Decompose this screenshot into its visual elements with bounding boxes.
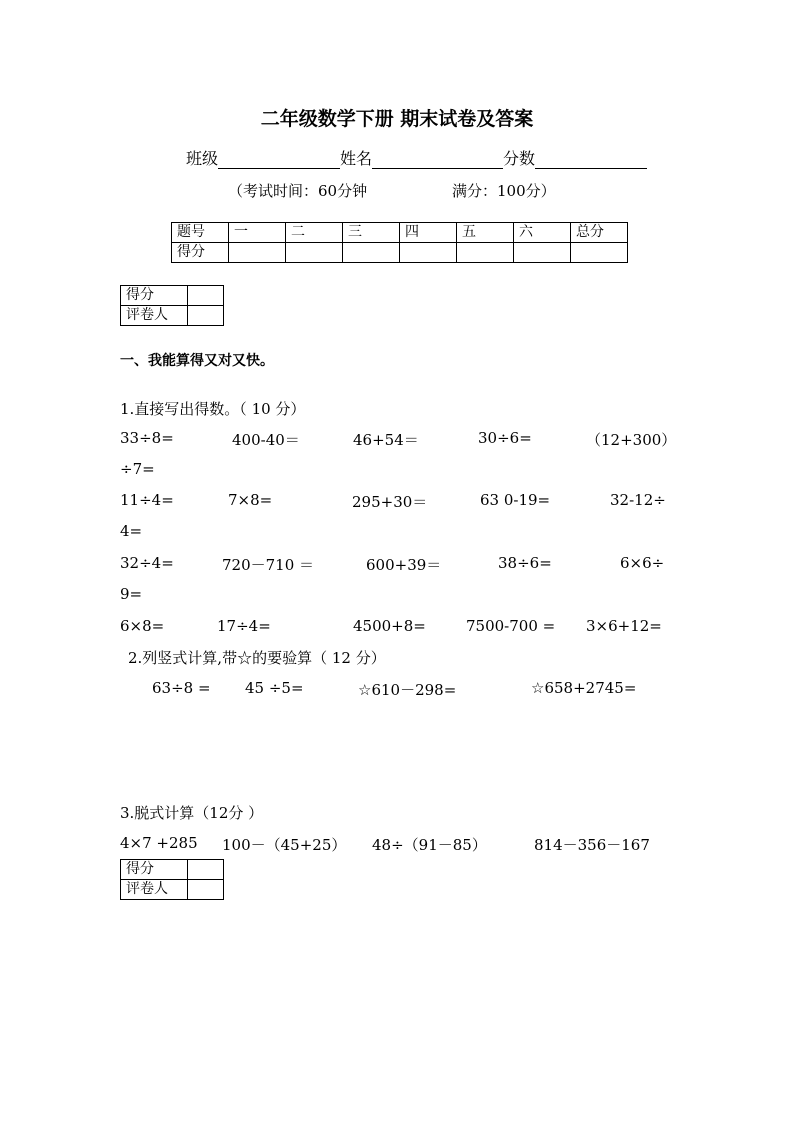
score-cell[interactable] <box>571 243 628 263</box>
name-label: 姓名 <box>340 149 373 168</box>
q2-item: ☆610－298= <box>358 681 457 699</box>
grader-reviewer-label: 评卷人 <box>121 880 188 900</box>
q1-item: ÷7= <box>120 460 155 478</box>
question-1-title: 1.直接写出得数。（ 10 分） <box>120 400 306 418</box>
q1-item: 4500+8= <box>353 617 426 635</box>
score-table-header-cell: 二 <box>286 223 343 243</box>
exam-full-score: 满分：100分） <box>452 182 556 200</box>
score-table-header-cell: 三 <box>343 223 400 243</box>
q1-item: 7500-700 = <box>466 617 556 635</box>
score-table-score-row <box>172 243 628 263</box>
score-cell[interactable] <box>229 243 286 263</box>
page-title: 二年级数学下册 期末试卷及答案 <box>260 108 534 130</box>
score-cell[interactable] <box>514 243 571 263</box>
score-table-header-cell: 四 <box>400 223 457 243</box>
q1-item: 30÷6= <box>478 429 532 447</box>
score-table-header-row <box>172 223 628 243</box>
q1-item: 6×8= <box>120 617 165 635</box>
score-blank[interactable] <box>535 152 647 169</box>
grader-reviewer-label: 评卷人 <box>121 306 188 326</box>
section-heading: 一、我能算得又对又快。 <box>120 353 274 369</box>
score-table-header-cell: 六 <box>514 223 571 243</box>
q1-item: 7×8= <box>228 491 273 509</box>
q1-item: 17÷4= <box>217 617 271 635</box>
grader-box <box>120 859 224 900</box>
score-cell[interactable] <box>457 243 514 263</box>
q1-item: 6×6÷ <box>620 554 665 572</box>
grader-score-label: 得分 <box>121 286 188 306</box>
q1-item: 600+39＝ <box>366 556 442 574</box>
score-label: 分数 <box>503 149 536 168</box>
score-table-header-cell: 一 <box>229 223 286 243</box>
q1-item: 38÷6= <box>498 554 552 572</box>
name-blank[interactable] <box>372 152 503 169</box>
q3-item: 100－（45+25） <box>222 836 347 854</box>
q1-item: 11÷4= <box>120 491 174 509</box>
q1-item: 46+54＝ <box>353 431 419 449</box>
student-info-line <box>186 146 647 169</box>
grader-reviewer-cell[interactable] <box>188 880 224 900</box>
q3-item: 4×7 +285 <box>120 834 198 852</box>
score-table-header-cell: 五 <box>457 223 514 243</box>
question-2-title: 2.列竖式计算,带☆的要验算（ 12 分） <box>128 649 386 667</box>
q3-item: 48÷（91－85） <box>372 836 487 854</box>
q1-item: 33÷8= <box>120 429 174 447</box>
question-3-title: 3.脱式计算（12分 ） <box>120 804 264 822</box>
exam-time: （考试时间：60分钟 <box>228 182 368 200</box>
score-cell[interactable] <box>286 243 343 263</box>
q1-item: （12+300） <box>586 431 677 449</box>
q1-item: 9= <box>120 585 143 603</box>
q1-item: 32÷4= <box>120 554 174 572</box>
grader-score-cell[interactable] <box>188 286 224 306</box>
grader-box <box>120 285 224 326</box>
q2-item: 63÷8 = <box>152 679 211 697</box>
score-row-label: 得分 <box>172 243 229 263</box>
score-table-header-cell: 总分 <box>571 223 628 243</box>
q1-item: 3×6+12= <box>586 617 662 635</box>
q1-item: 295+30＝ <box>352 493 428 511</box>
score-cell[interactable] <box>343 243 400 263</box>
q1-item: 4= <box>120 522 143 540</box>
grader-score-cell[interactable] <box>188 860 224 880</box>
q2-item: 45 ÷5= <box>245 679 304 697</box>
q1-item: 720－710 ＝ <box>222 556 315 574</box>
class-blank[interactable] <box>218 152 340 169</box>
q1-item: 32-12÷ <box>610 491 666 509</box>
q2-item: ☆658+2745= <box>531 679 637 697</box>
class-label: 班级 <box>186 149 219 168</box>
grader-reviewer-cell[interactable] <box>188 306 224 326</box>
q1-item: 63 0-19= <box>480 491 551 509</box>
grader-score-label: 得分 <box>121 860 188 880</box>
score-cell[interactable] <box>400 243 457 263</box>
score-table-header-cell: 题号 <box>172 223 229 243</box>
q3-item: 814－356－167 <box>534 836 650 854</box>
score-summary-table <box>171 222 628 263</box>
q1-item: 400-40＝ <box>232 431 300 449</box>
